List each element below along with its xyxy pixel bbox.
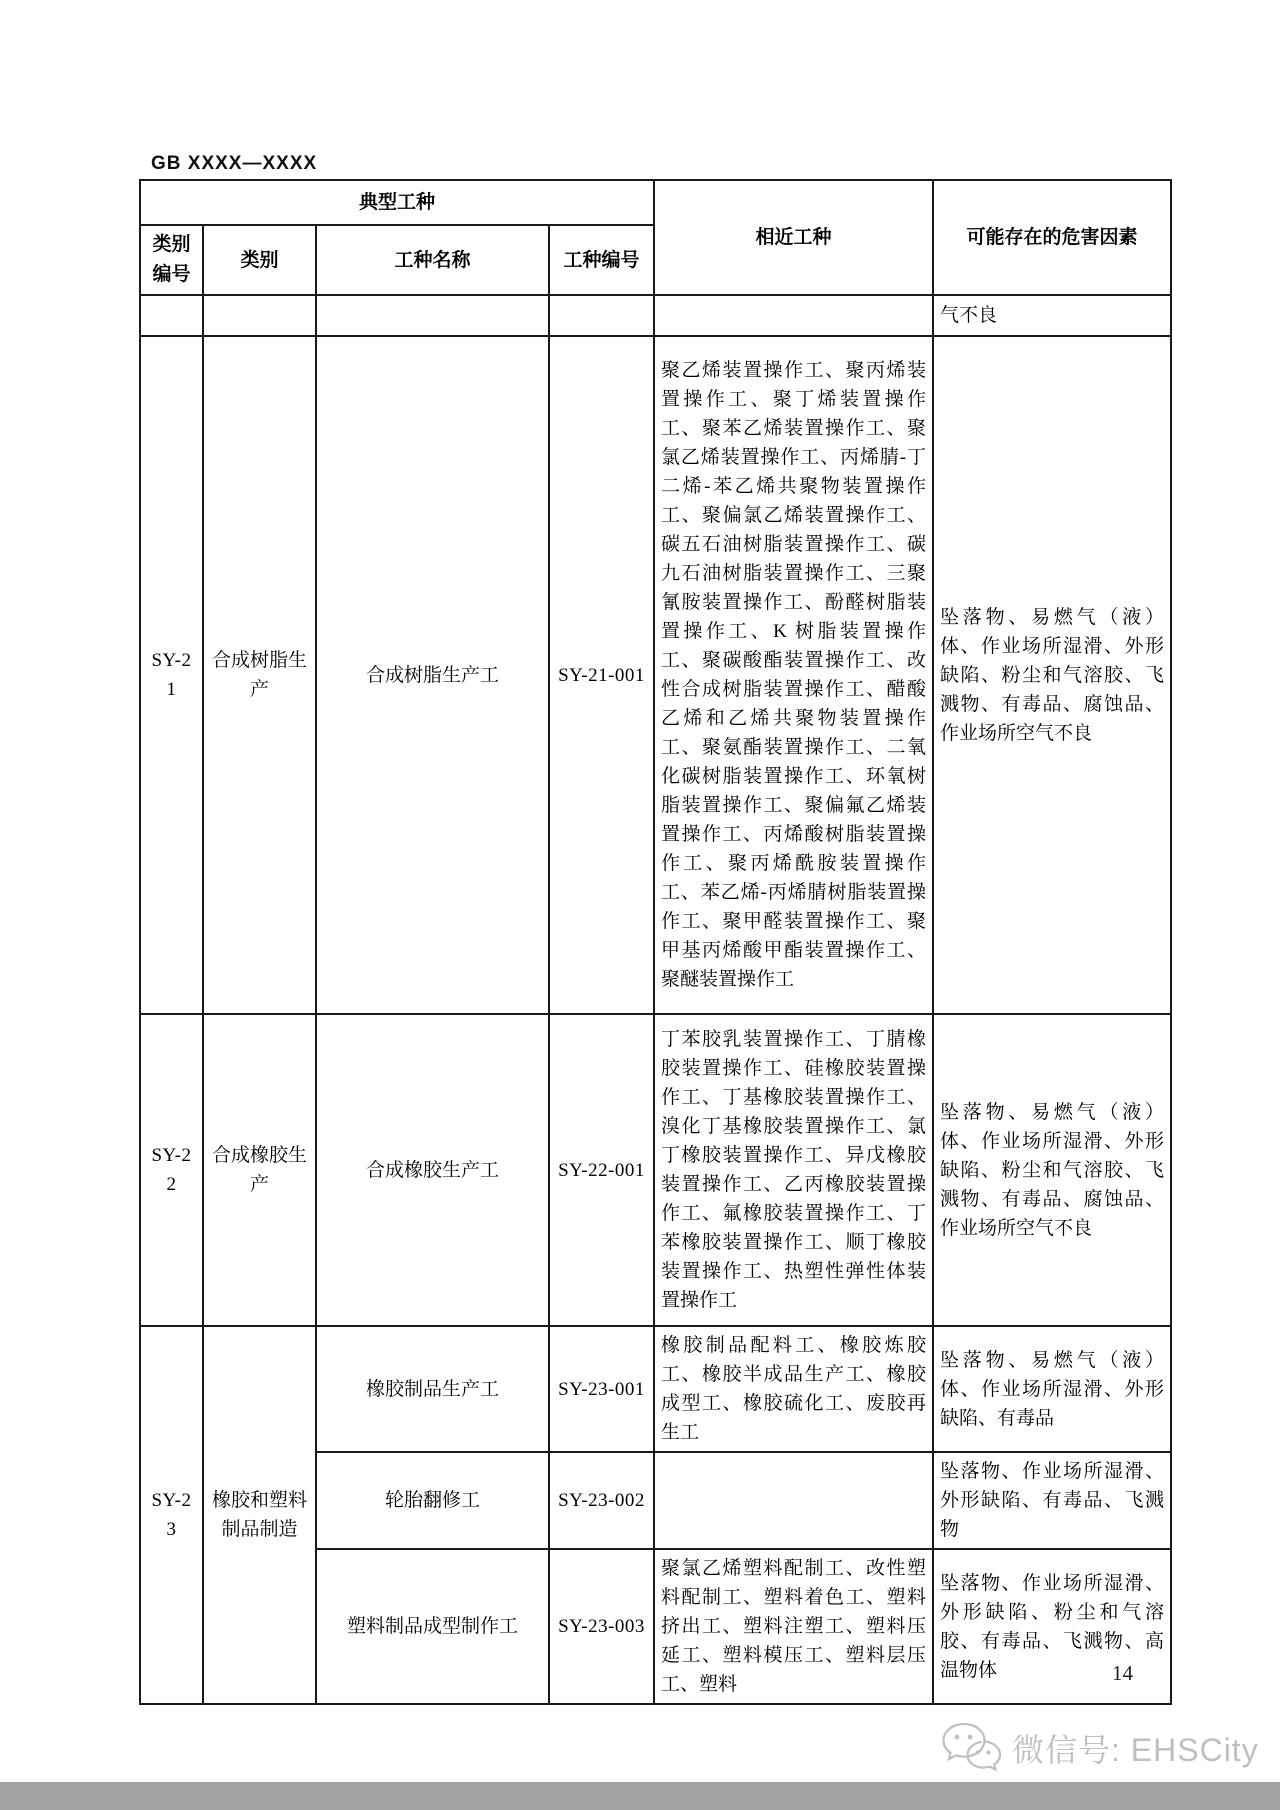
bottom-gray-bar [0,1782,1280,1810]
header-job-no: 工种编号 [549,225,654,295]
table-row-sy22 [140,1014,1171,1326]
job-no: SY-23-003 [549,1549,654,1704]
similar-jobs: 橡胶制品配料工、橡胶炼胶工、橡胶半成品生产工、橡胶成型工、橡胶硫化工、废胶再生工 [654,1326,933,1452]
hazards: 坠落物、易燃气（液）体、作业场所湿滑、外形缺陷、粉尘和气溶胶、飞溅物、有毒品、腐蚀品、作业场所空气不良 [933,336,1171,1014]
continuation-job-name [316,295,549,336]
watermark [940,1716,1259,1780]
hazards: 坠落物、易燃气（液）体、作业场所湿滑、外形缺陷、粉尘和气溶胶、飞溅物、有毒品、腐蚀品、作业场所空气不良 [933,1014,1171,1326]
continuation-job-no [549,295,654,336]
similar-jobs: 聚氯乙烯塑料配制工、改性塑料配制工、塑料着色工、塑料挤出工、塑料注塑工、塑料压延工、塑料模压工、塑料层压工、塑料 [654,1549,933,1704]
job-no: SY-21-001 [549,336,654,1014]
header-similar-jobs: 相近工种 [654,180,933,295]
hazard-jobs-table [139,179,1172,1705]
job-name: 合成橡胶生产工 [316,1014,549,1326]
continuation-row [140,295,1171,336]
wechat-icon [940,1720,1002,1776]
continuation-similar-jobs [654,295,933,336]
hazards: 坠落物、作业场所湿滑、外形缺陷、粉尘和气溶胶、有毒品、飞溅物、高温物体 [933,1549,1171,1704]
job-no: SY-22-001 [549,1014,654,1326]
category-no: SY-23 [140,1326,203,1704]
similar-jobs: 丁苯胶乳装置操作工、丁腈橡胶装置操作工、硅橡胶装置操作工、丁基橡胶装置操作工、溴化丁基橡胶装置操作工、氯丁橡胶装置操作工、异戊橡胶装置操作工、乙丙橡胶装置操作工、氟橡胶装置操作工、丁苯橡胶装置操作工、顺丁橡胶装置操作工、热塑性弹性体装置操作工 [654,1014,933,1326]
watermark-label: 微信号: EHSCity [1012,1732,1259,1768]
category-no: SY-22 [140,1014,203,1326]
category-name: 合成橡胶生产 [203,1014,316,1326]
table-row-sy23-001 [140,1326,1171,1452]
job-no: SY-23-001 [549,1326,654,1452]
header-category-no: 类别编号 [140,225,203,295]
continuation-category-no [140,295,203,336]
hazards: 坠落物、易燃气（液）体、作业场所湿滑、外形缺陷、有毒品 [933,1326,1171,1452]
similar-jobs [654,1452,933,1549]
job-name: 橡胶制品生产工 [316,1326,549,1452]
table-row-sy21 [140,336,1171,1014]
job-name: 轮胎翻修工 [316,1452,549,1549]
category-name: 合成树脂生产 [203,336,316,1014]
job-no: SY-23-002 [549,1452,654,1549]
doc-code: GB XXXX—XXXX [151,153,318,174]
continuation-category [203,295,316,336]
header-job-name: 工种名称 [316,225,549,295]
job-name: 合成树脂生产工 [316,336,549,1014]
similar-jobs: 聚乙烯装置操作工、聚丙烯装置操作工、聚丁烯装置操作工、聚苯乙烯装置操作工、聚氯乙烯装置操作工、丙烯腈-丁二烯-苯乙烯共聚物装置操作工、聚偏氯乙烯装置操作工、碳五石油树脂装置操作工、碳九石油树脂装置操作工、三聚氰胺装置操作工、酚醛树脂装置操作工、K 树脂装置操作工、聚碳酸酯装置操作工、改性合成树脂装置操作工、醋酸乙烯和乙烯共聚物装置操作工、聚氨酯装置操作工、二氧化碳树脂装置操作工、环氧树脂装置操作工、聚偏氟乙烯装置操作工、丙烯酸树脂装置操作工、聚丙烯酰胺装置操作工、苯乙烯-丙烯腈树脂装置操作工、聚甲醛装置操作工、聚甲基丙烯酸甲酯装置操作工、聚醚装置操作工 [654,336,933,1014]
header-category: 类别 [203,225,316,295]
table-header-row-1 [140,180,1171,225]
continuation-hazards: 气不良 [933,295,1171,336]
hazards: 坠落物、作业场所湿滑、外形缺陷、有毒品、飞溅物 [933,1452,1171,1549]
header-typical-group: 典型工种 [140,180,654,225]
header-hazards: 可能存在的危害因素 [933,180,1171,295]
page-number: 14 [1112,1661,1133,1685]
category-name: 橡胶和塑料制品制造 [203,1326,316,1704]
job-name: 塑料制品成型制作工 [316,1549,549,1704]
category-no: SY-21 [140,336,203,1014]
